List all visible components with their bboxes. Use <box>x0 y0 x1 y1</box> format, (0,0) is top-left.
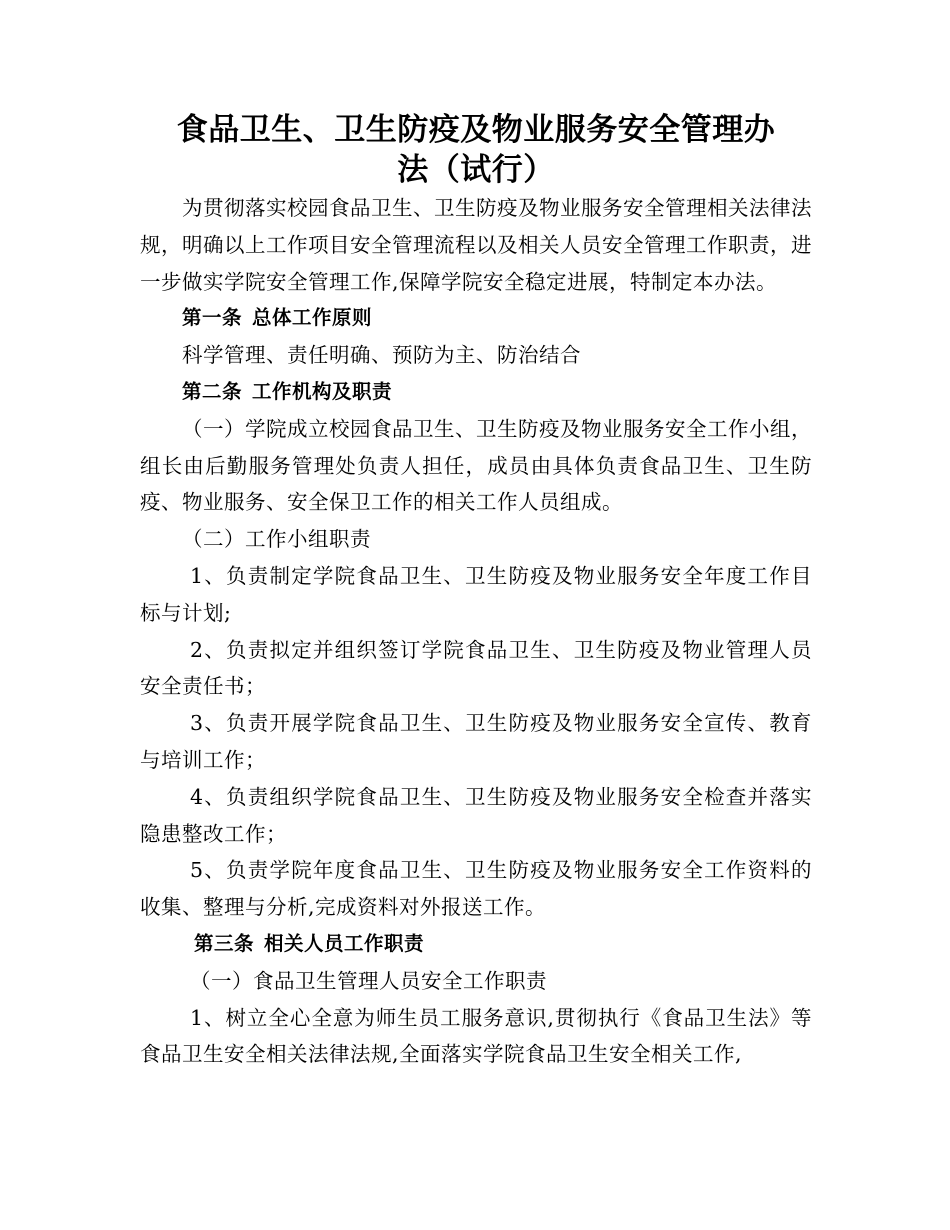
article-3-title: 相关人员工作职责 <box>264 931 425 955</box>
article-2-heading <box>140 374 812 411</box>
article-3-heading <box>140 926 812 963</box>
intro-paragraph: 为贯彻落实校园食品卫生、卫生防疫及物业服务安全管理相关法律法规，明确以上工作项目安全管理流程以及相关人员安全管理工作职责，进一步做实学院安全管理工作,保障学院安全稳定进展，特制定本办法。 <box>140 196 812 294</box>
document-title <box>140 110 812 190</box>
article-1-number: 第一条 <box>182 306 243 330</box>
document-page <box>140 110 812 1073</box>
title-line-1: 食品卫生、卫生防疫及物业服务安全管理办 <box>176 112 776 148</box>
article-2-para-1: （一）学院成立校园食品卫生、卫生防疫及物业服务安全工作小组，组长由后勤服务管理处负责人担任，成员由具体负责食品卫生、卫生防疫、物业服务、安全保卫工作的相关工作人员组成。 <box>140 416 812 515</box>
article-3-para-1: （一）食品卫生管理人员安全工作职责 <box>190 968 547 993</box>
article-2-item-4: 4、负责组织学院食品卫生、卫生防疫及物业服务安全检查并落实隐患整改工作； <box>140 784 812 846</box>
article-2-item-5: 5、负责学院年度食品卫生、卫生防疫及物业服务安全工作资料的收集、整理与分析,完成资料对外报送工作。 <box>140 858 812 920</box>
article-1-heading <box>140 300 812 337</box>
article-1-text: 科学管理、责任明确、预防为主、防治结合 <box>182 343 581 368</box>
title-line-2: 法（试行） <box>397 152 555 188</box>
article-2-number: 第二条 <box>182 379 243 403</box>
article-2-item-2: 2、负责拟定并组织签订学院食品卫生、卫生防疫及物业管理人员安全责任书； <box>140 637 812 699</box>
article-2-para-2: （二）工作小组职责 <box>182 527 371 552</box>
article-1-title: 总体工作原则 <box>252 306 373 330</box>
article-3-number: 第三条 <box>194 931 255 955</box>
article-2-item-1: 1、负责制定学院食品卫生、卫生防疫及物业服务安全年度工作目标与计划; <box>140 563 812 625</box>
article-2-item-3: 3、负责开展学院食品卫生、卫生防疫及物业服务安全宣传、教育与培训工作； <box>140 711 812 772</box>
article-3-item-1: 1、树立全心全意为师生员工服务意识,贯彻执行《食品卫生法》等食品卫生安全相关法律法规,全面落实学院食品卫生安全相关工作, <box>140 1005 812 1067</box>
article-2-title: 工作机构及职责 <box>252 379 393 403</box>
